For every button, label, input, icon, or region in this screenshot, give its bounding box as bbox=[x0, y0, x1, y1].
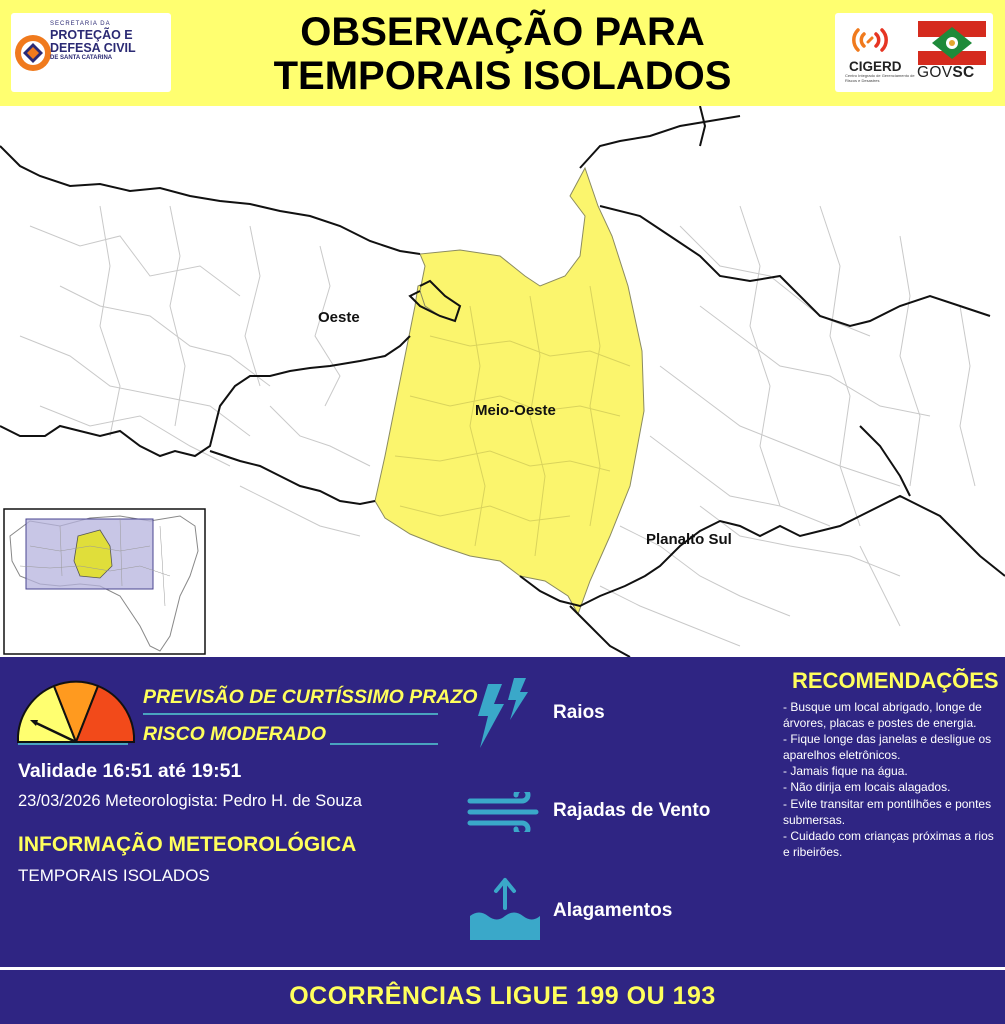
recommendation-item: - Não dirija em locais alagados. bbox=[783, 780, 951, 795]
title-line-1: OBSERVAÇÃO PARA bbox=[300, 10, 705, 54]
info-text: TEMPORAIS ISOLADOS bbox=[18, 866, 210, 885]
warning-map bbox=[0, 106, 1005, 657]
region-label-oeste: Oeste bbox=[318, 309, 360, 326]
title-line-2: TEMPORAIS ISOLADOS bbox=[273, 54, 732, 98]
region-label-planalto-sul: Planalto Sul bbox=[646, 531, 732, 548]
inset-locator-map bbox=[4, 509, 205, 654]
page-title bbox=[200, 10, 805, 98]
divider-line bbox=[143, 713, 438, 715]
cigerd-subtitle: Centro Integrado de Gerenciamento de Riscos e Desastres bbox=[845, 73, 915, 83]
flood-icon bbox=[468, 876, 542, 942]
lightning-icon bbox=[470, 676, 540, 750]
hazard-label-rajadas: Rajadas de Vento bbox=[553, 800, 711, 821]
divider-line-short bbox=[330, 743, 438, 745]
recommendation-item: - Jamais fique na água. bbox=[783, 764, 908, 779]
santa-catarina-flag-icon bbox=[918, 21, 986, 65]
hazard-label-alagamentos: Alagamentos bbox=[553, 900, 673, 921]
risk-level: RISCO MODERADO bbox=[143, 723, 327, 745]
govsc-label: GOVSC bbox=[917, 64, 975, 81]
date-meteorologist: 23/03/2026 Meteorologista: Pedro H. de Souza bbox=[18, 792, 362, 810]
municipality-map bbox=[0, 106, 1005, 657]
recommendation-item: - Fique longe das janelas e desligue os aparelhos eletrônicos. bbox=[783, 732, 992, 763]
recommendations-heading: RECOMENDAÇÕES bbox=[792, 668, 999, 693]
wind-icon bbox=[466, 792, 546, 832]
defesa-civil-logo-text: SECRETARIA DA PROTEÇÃO E DEFESA CIVIL DE SANTA CATARINA bbox=[50, 21, 136, 61]
meio-oeste-warning-area bbox=[375, 168, 644, 614]
info-heading: INFORMAÇÃO METEOROLÓGICA bbox=[18, 833, 357, 856]
recommendation-item: - Evite transitar em pontilhões e pontes submersas. bbox=[783, 796, 992, 827]
gauge-base-line bbox=[18, 743, 128, 745]
risk-gauge-icon bbox=[14, 680, 139, 746]
region-label-meio-oeste: Meio-Oeste bbox=[475, 402, 556, 419]
forecast-type: PREVISÃO DE CURTÍSSIMO PRAZO bbox=[143, 686, 478, 708]
emergency-numbers: OCORRÊNCIAS LIGUE 199 OU 193 bbox=[289, 982, 716, 1010]
recommendation-item: - Cuidado com crianças próximas a rios e ribeirões. bbox=[783, 828, 994, 859]
recommendations-list bbox=[783, 699, 995, 860]
recommendation-item: - Busque um local abrigado, longe de árvores, placas e postes de energia. bbox=[783, 700, 982, 731]
hazard-label-raios: Raios bbox=[553, 702, 605, 723]
validity-text: Validade 16:51 até 19:51 bbox=[18, 760, 242, 782]
cigerd-label: CIGERD bbox=[849, 59, 902, 74]
